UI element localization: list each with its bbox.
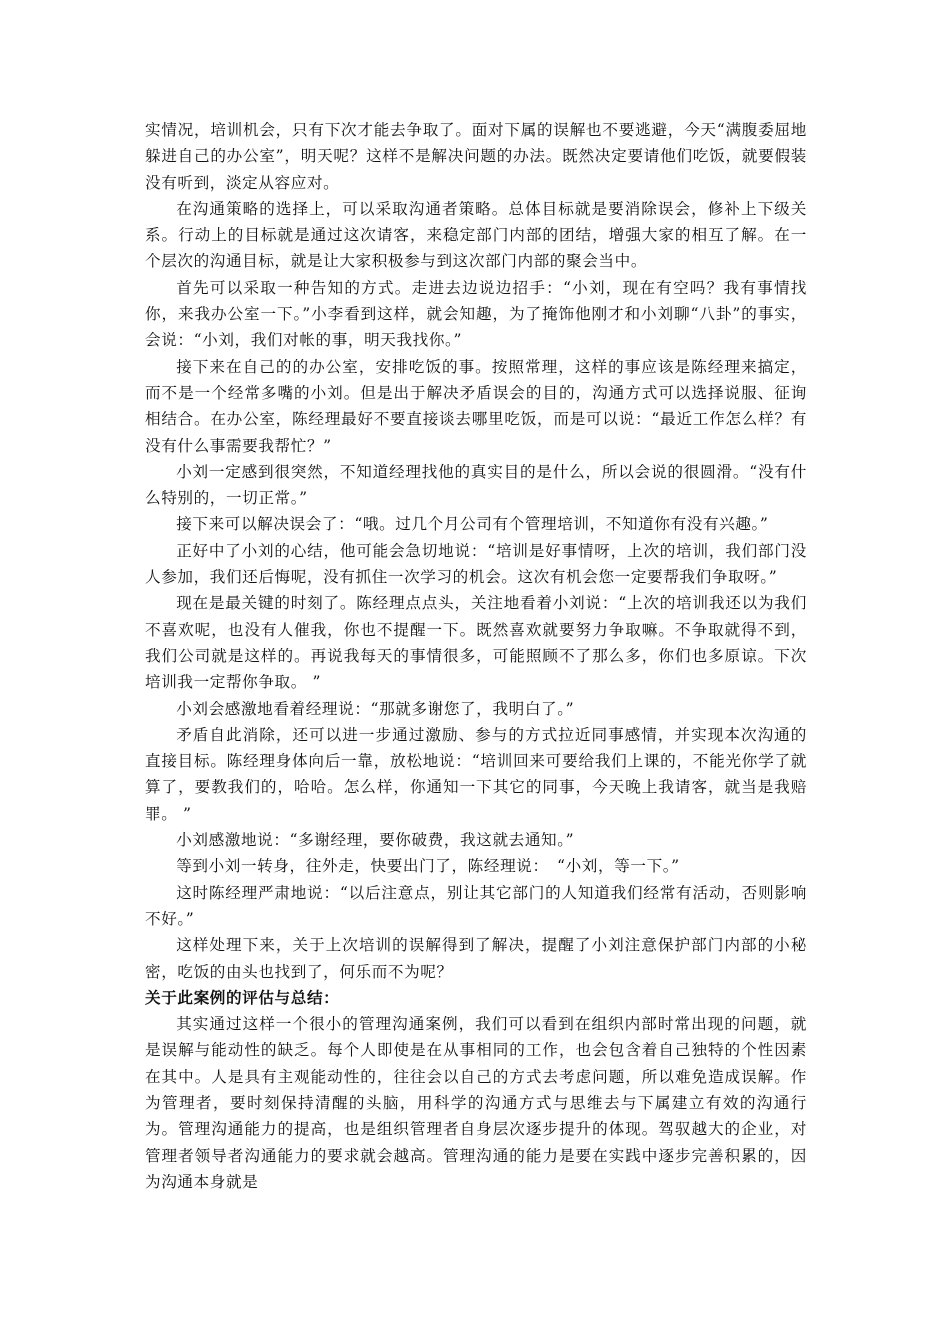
paragraph-summary: 其实通过这样一个很小的管理沟通案例，我们可以看到在组织内部时常出现的问题，就是误解与能动性的缺乏。每个人即使是在从事相同的工作，也会包含着自己独特的个性因素在其中。人是具有主观能动性的，往往会以自己的方式去考虑问题，所以难免造成误解。作为管理者，要时刻保持清醒的头脑，用科学的沟通方式与思维去与下属建立有效的沟通行为。管理沟通能力的提高，也是组织管理者自身层次逐步提升的体现。驾驭越大的企业，对管理者领导者沟通能力的要求就会越高。管理沟通的能力是要在实践中逐步完善积累的，因为沟通本身就是	[145, 1015, 807, 1191]
paragraph-strategy: 在沟通策略的选择上，可以采取沟通者策略。总体目标就是要消除误会，修补上下级关系。行动上的目标就是通过这次请客，来稳定部门内部的团结，增强大家的相互了解。在一个层次的沟通目标，就是让大家积极参与到这次部门内部的聚会当中。	[145, 199, 807, 271]
document-page	[145, 117, 807, 1195]
paragraph-key-moment: 现在是最关键的时刻了。陈经理点点头，关注地看着小刘说：“上次的培训我还以为我们不喜欢呢，也没有人催我，你也不提醒一下。既然喜欢就要努力争取嘛。不争取就得不到，我们公司就是这样的。再说我每天的事情很多，可能照顾不了那么多，你们也多原谅。下次培训我一定帮你争取。 ”	[145, 594, 807, 692]
paragraph-wait: 等到小刘一转身，往外走，快要出门了，陈经理说： “小刘，等一下。”	[176, 857, 680, 876]
paragraph-continuation: 实情况，培训机会，只有下次才能去争取了。面对下属的误解也不要逃避，今天“满腹委屈地躲进自己的办公室”，明天呢？这样不是解决问题的办法。既然决定要请他们吃饭，就要假装没有听到，淡定从容应对。	[145, 121, 807, 192]
paragraph-notify: 小刘感激地说：“多谢经理，要你破费，我这就去通知。”	[176, 831, 575, 850]
paragraph-motivation: 矛盾自此消除，还可以进一步通过激励、参与的方式拉近同事感情，并实现本次沟通的直接目标。陈经理身体向后一靠，放松地说：“培训回来可要给我们上课的，不能光你学了就算了，要教我们的，哈哈。怎么样，你通知一下其它的同事，今天晚上我请客，就当是我赔罪。 ”	[145, 725, 807, 823]
paragraph-office: 接下来在自己的的办公室，安排吃饭的事。按照常理，这样的事应该是陈经理来搞定，而不是一个经常多嘴的小刘。但是出于解决矛盾误会的目的，沟通方式可以选择说服、征询相结合。在办公室，陈经理最好不要直接谈去哪里吃饭，而是可以说：“最近工作怎么样？有没有什么事需要我帮忙？”	[145, 357, 807, 455]
paragraph-conclusion: 这样处理下来，关于上次培训的误解得到了解决，提醒了小刘注意保护部门内部的小秘密，吃饭的由头也找到了，何乐而不为呢？	[145, 936, 807, 981]
paragraph-resolve: 接下来可以解决误会了：“哦。过几个月公司有个管理培训，不知道你有没有兴趣。”	[176, 515, 769, 534]
section-heading: 关于此案例的评估与总结：	[145, 988, 340, 1007]
paragraph-warning: 这时陈经理严肃地说：“以后注意点，别让其它部门的人知道我们经常有活动，否则影响不好。”	[145, 883, 807, 928]
paragraph-inform: 首先可以采取一种告知的方式。走进去边说边招手：“小刘，现在有空吗？我有事情找你，来我办公室一下。”小李看到这样，就会知趣，为了掩饰他刚才和小刘聊“八卦”的事实，会说：“小刘，我们对帐的事，明天我找你。”	[145, 278, 807, 350]
paragraph-training: 正好中了小刘的心结，他可能会急切地说：“培训是好事情呀，上次的培训，我们部门没人参加，我们还后悔呢，没有抓住一次学习的机会。这次有机会您一定要帮我们争取呀。”	[145, 541, 807, 587]
paragraph-thanks: 小刘会感激地看着经理说：“那就多谢您了，我明白了。”	[176, 699, 575, 718]
paragraph-xiaoliu-reply: 小刘一定感到很突然，不知道经理找他的真实目的是什么，所以会说的很圆滑。“没有什么特别的，一切正常。”	[145, 462, 807, 508]
